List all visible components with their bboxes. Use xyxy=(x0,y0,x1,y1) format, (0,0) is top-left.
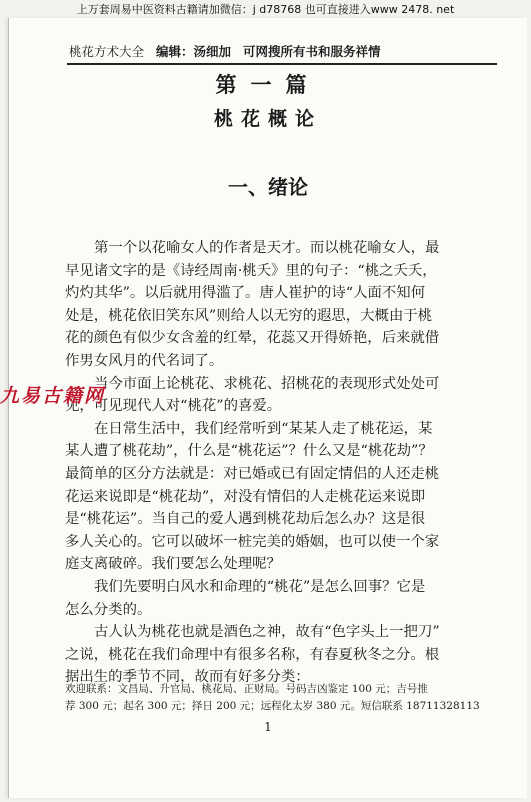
watermark-logo: 九易古籍网 xyxy=(0,385,106,407)
body-line: 怎么分类的。 xyxy=(65,601,152,618)
running-head xyxy=(69,44,489,60)
footer-note xyxy=(65,681,505,715)
page-number: 1 xyxy=(264,720,272,734)
body-line: 作男女风月的代名词了。 xyxy=(65,352,224,369)
body-line: 当今市面上论桃花、求桃花、招桃花的表现形式处处可 xyxy=(94,375,440,392)
body-line: 处是，桃花依旧笑东风”则给人以无穷的遐思，大概由于桃 xyxy=(65,307,433,324)
body-line: 见，可见现代人对“桃花”的喜爱。 xyxy=(65,398,282,415)
body-line: 某人遭了桃花劫”，什么是“桃花运”？什么又是“桃花劫”？ xyxy=(65,443,433,460)
part-subtitle: 桃花概论 xyxy=(213,108,322,130)
body-line: 灼灼其华”。以后就用得滥了。唐人崔护的诗“人面不知何 xyxy=(65,285,426,302)
top-banner: 上万套周易中医资料古籍请加微信：j d78768 也可直接进入www 2478. net xyxy=(76,3,455,16)
service-note: 可网搜所有书和服务祥情 xyxy=(243,44,381,59)
book-title: 桃花方术大全 xyxy=(69,44,145,59)
body-line: 是“桃花运”。当自己的爱人遇到桃花劫后怎么办？这是很 xyxy=(65,511,426,528)
body-line: 之说，桃花在我们命理中有很多名称，有春夏秋冬之分。根 xyxy=(65,646,440,663)
editor-credit: 编辑：汤细加 xyxy=(156,44,232,59)
body-line: 花运来说即是“桃花劫”，对没有情侣的人走桃花运来说即 xyxy=(65,488,426,505)
header-rule xyxy=(67,63,497,65)
body-line: 在日常生活中，我们经常听到“某某人走了桃花运，某 xyxy=(94,420,433,437)
body-line: 早见诸文字的是《诗经周南·桃夭》里的句子：“桃之夭夭， xyxy=(65,262,437,279)
section-title: 一、绪论 xyxy=(228,175,308,199)
footer-note-line: 欢迎联系：文昌局、升官局、桃花局、正财局。号码吉凶鉴定 100 元；吉号推 xyxy=(65,683,428,695)
body-line: 花的颜色有似少女含羞的红晕，花蕊又开得娇艳，后来就借 xyxy=(65,330,440,347)
body-line: 第一个以花喻女人的作者是天才。而以桃花喻女人，最 xyxy=(94,240,440,256)
body-line: 据出生的季节不同，故而有好多分类： xyxy=(65,669,310,686)
part-title: 第一篇 xyxy=(215,72,321,97)
body-line: 古人认为桃花也就是酒色之神，故有“色字头上一把刀” xyxy=(94,624,440,641)
body-line: 最简单的区分方法就是：对已婚或已有固定情侣的人还走桃 xyxy=(65,465,440,482)
body-text xyxy=(65,237,495,689)
footer-note-line: 荐 300 元；起名 300 元；择日 200 元；远程化太岁 380 元。短信联系 18711328113 xyxy=(65,700,480,712)
body-line: 多人关心的。它可以破坏一桩完美的婚姻，也可以使一个家 xyxy=(65,533,440,550)
body-line: 庭支离破碎。我们要怎么处理呢？ xyxy=(65,556,281,573)
body-line: 我们先要明白风水和命理的“桃花”是怎么回事？它是 xyxy=(94,578,426,595)
